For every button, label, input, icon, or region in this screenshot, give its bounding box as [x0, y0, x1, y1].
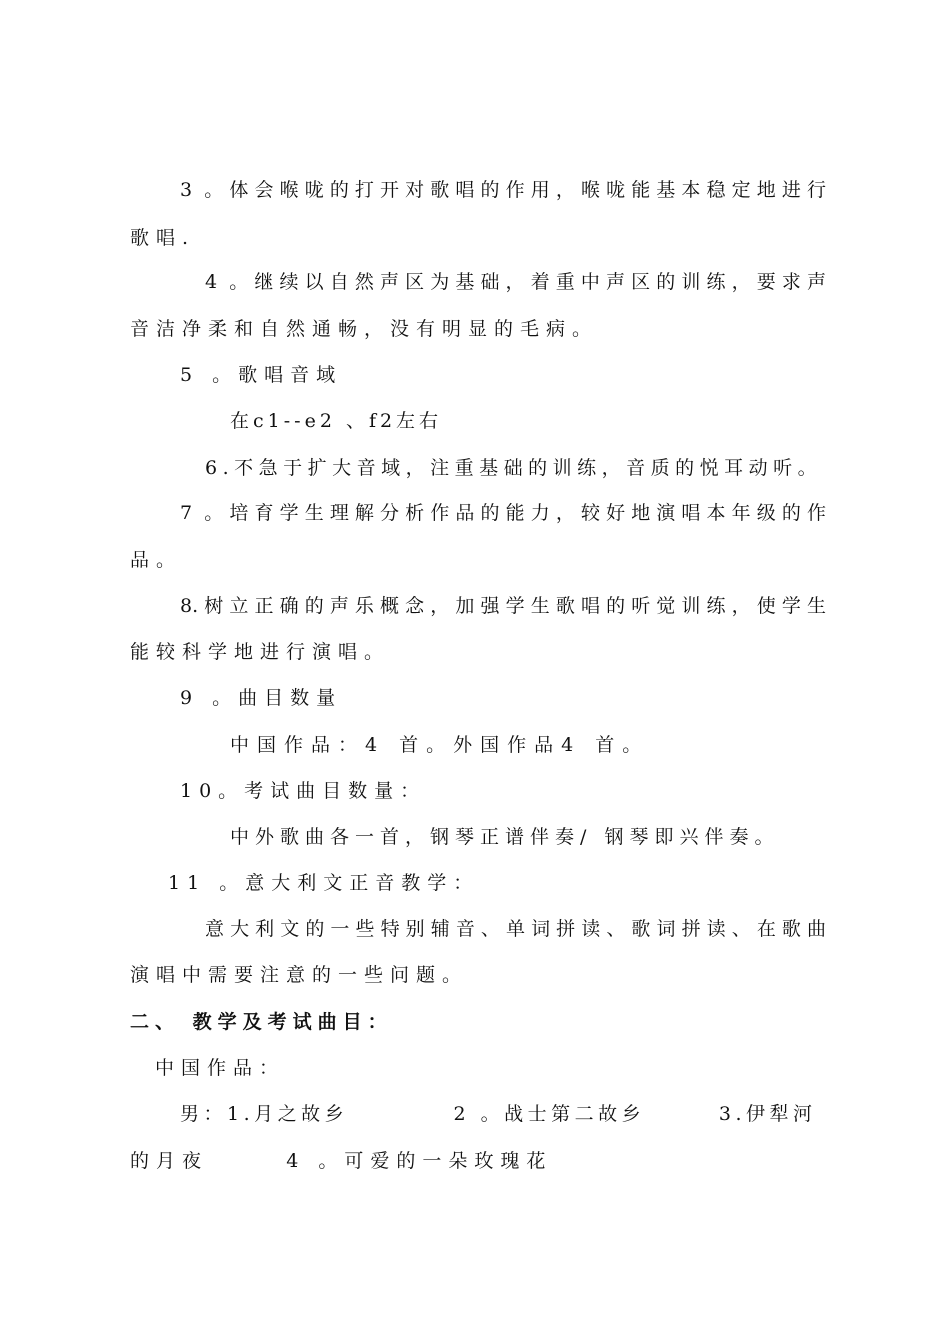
- item-4-line-1: 4 。继续以自然声区为基础，着重中声区的训练，要求声: [205, 271, 826, 293]
- item-5-range: 在c1--e2 、f2左右: [230, 410, 443, 432]
- item-3-line-2: 歌唱.: [130, 227, 196, 249]
- item-7-line-2: 品。: [130, 549, 183, 571]
- item-11-line-2: 演唱中需要注意的一些问题。: [130, 964, 469, 986]
- item-11-line-1: 意大利文的一些特别辅音、单词拼读、歌词拼读、在歌曲: [205, 918, 826, 940]
- chinese-works-label: 中国作品：: [155, 1057, 286, 1079]
- item-10-heading: 10。考试曲目数量：: [180, 780, 427, 802]
- item-10-detail: 中外歌曲各一首，钢琴正谱伴奏/ 钢琴即兴伴奏。: [230, 826, 780, 848]
- item-9-heading: 9 。曲目数量: [180, 687, 343, 709]
- item-7-line-1: 7 。培育学生理解分析作品的能力，较好地演唱本年级的作: [180, 502, 826, 524]
- item-11-heading: 11 。意大利文正音教学：: [168, 872, 480, 894]
- male-repertoire-line-2: 的月夜 4 。可爱的一朵玫瑰花: [130, 1150, 553, 1172]
- item-5-heading: 5 。歌唱音域: [180, 364, 343, 386]
- item-9-counts: 中国作品：4 首。外国作品4 首。: [230, 734, 650, 756]
- item-8-line-2: 能较科学地进行演唱。: [130, 641, 391, 663]
- item-3-line-1: 3 。体会喉咙的打开对歌唱的作用，喉咙能基本稳定地进行: [180, 179, 826, 201]
- item-6: 6.不急于扩大音域，注重基础的训练，音质的悦耳动听。: [205, 457, 823, 479]
- item-8-line-1: 8.树立正确的声乐概念，加强学生歌唱的听觉训练，使学生: [180, 595, 826, 617]
- item-4-line-2: 音洁净柔和自然通畅，没有明显的毛病。: [130, 318, 599, 340]
- section-2-heading: 二、 教学及考试曲目：: [130, 1011, 393, 1033]
- male-repertoire-line-1: 男：1.月之故乡 2 。战士第二故乡 3.伊犁河: [180, 1103, 817, 1125]
